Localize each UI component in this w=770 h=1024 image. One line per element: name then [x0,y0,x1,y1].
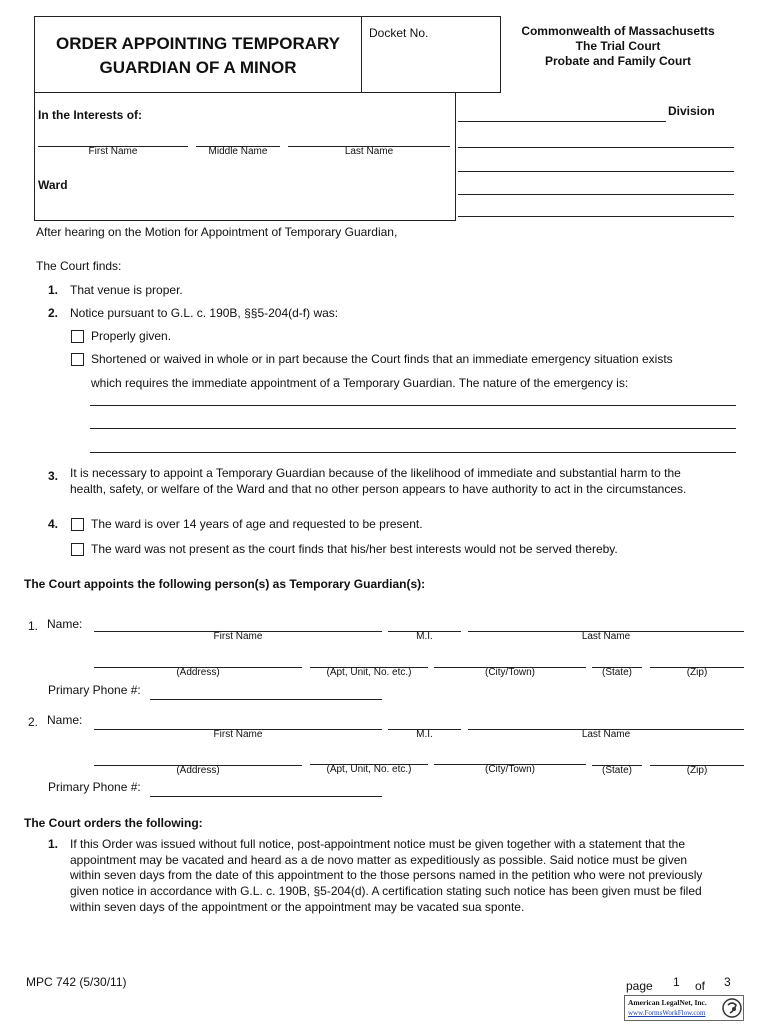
ward-over-14-checkbox[interactable] [71,518,84,531]
guardian2-first-name-caption: First Name [213,729,263,740]
guardian1-city-caption: (City/Town) [484,667,535,678]
ward-last-name-caption: Last Name [344,146,394,157]
form-title [34,32,362,80]
page-number: 1 [673,975,680,989]
emergency-line-1[interactable] [90,405,736,406]
guardian1-mi-caption: M.I. [416,631,433,642]
guardian2-zip-caption: (Zip) [686,765,708,776]
guardian1-last-name-caption: Last Name [581,631,631,642]
emergency-line-3[interactable] [90,452,736,453]
guardian2-phone-label: Primary Phone #: [48,780,141,794]
interests-label: In the Interests of: [38,108,143,122]
court-address-line-3[interactable] [458,194,734,195]
shortened-notice-label-cont: which requires the immediate appointment of a Temporary Guardian. The nature of the emergency is: [91,376,629,390]
guardian1-num: 1. [28,619,39,633]
finds-item1-num: 1. [48,283,59,297]
guardian1-phone-label: Primary Phone #: [48,683,141,697]
guardian2-last-name-caption: Last Name [581,729,631,740]
finds-item2-num: 2. [48,306,59,320]
court-address-line-4[interactable] [458,216,734,217]
orders-item1-line3: within seven days from the date of this appointment to the those persons named in the petition who were not previously [70,868,703,882]
finds-item3-line2: health, safety, or welfare of the Ward and that no other person appears to have authority to act in the circumstances. [70,482,687,496]
publisher-name: American LegalNet, Inc. [628,998,707,1007]
finds-item2: Notice pursuant to G.L. c. 190B, §§5-204(d-f) was: [70,306,339,320]
form-title-line1: ORDER APPOINTING TEMPORARY [56,34,340,53]
form-title-line2: GUARDIAN OF A MINOR [99,58,297,77]
finds-label: The Court finds: [36,259,122,273]
guardian2-num: 2. [28,715,39,729]
finds-item3-num: 3. [48,469,59,483]
finds-item1: That venue is proper. [70,283,183,297]
orders-item1-line2: appointment may be vacated and heard as a de novo matter as expeditiously as possible. Said notice must be given [70,853,688,867]
shortened-notice-label: Shortened or waived in whole or in part because the Court finds that an immediate emergency situation exists [91,352,673,366]
division-label: Division [668,104,715,118]
finds-item4-num: 4. [48,517,59,531]
emergency-line-2[interactable] [90,428,736,429]
publisher-logo-icon [722,997,742,1019]
proper-notice-checkbox[interactable] [71,330,84,343]
guardian1-first-name-caption: First Name [213,631,263,642]
docket-label: Docket No. [369,26,429,40]
guardian1-name-label: Name: [47,617,83,631]
total-pages: 3 [724,975,731,989]
court-line1: Commonwealth of Massachusetts [521,24,715,38]
of-label: of [695,979,706,993]
guardian2-city-caption: (City/Town) [484,764,535,775]
guardian1-state-caption: (State) [601,667,632,678]
ward-middle-name-caption: Middle Name [208,146,268,157]
guardian1-apt-caption: (Apt, Unit, No. etc.) [326,667,412,678]
guardian1-zip-caption: (Zip) [686,667,708,678]
guardian2-state-caption: (State) [601,765,632,776]
intro-text: After hearing on the Motion for Appointment of Temporary Guardian, [36,225,398,239]
page-label: page [626,979,653,993]
shortened-notice-checkbox[interactable] [71,353,84,366]
guardian2-apt-caption: (Apt, Unit, No. etc.) [326,764,412,775]
orders-heading: The Court orders the following: [24,816,203,830]
guardian1-phone-line[interactable] [150,699,382,700]
court-line2: The Trial Court [575,39,661,53]
orders-item1-line1: If this Order was issued without full notice, post-appointment notice must be given together with a statement that the [70,837,685,851]
ward-first-name-caption: First Name [88,146,138,157]
ward-over-14-label: The ward is over 14 years of age and requested to be present. [91,517,423,531]
ward-label: Ward [38,178,68,192]
ward-not-present-checkbox[interactable] [71,543,84,556]
court-name [500,24,736,69]
proper-notice-label: Properly given. [91,329,172,343]
court-line3: Probate and Family Court [544,54,692,68]
ward-not-present-label: The ward was not present as the court finds that his/her best interests would not be served thereby. [91,542,618,556]
division-line[interactable] [458,121,666,122]
finds-item3-line1: It is necessary to appoint a Temporary Guardian because of the likelihood of immediate and substantial harm to the [70,466,681,480]
orders-item1-num: 1. [48,837,59,851]
guardian2-address-caption: (Address) [176,765,220,776]
guardian2-name-label: Name: [47,713,83,727]
guardian2-mi-caption: M.I. [416,729,433,740]
orders-item1-line4: given notice in accordance with G.L. c. 190B, §5-204(d). A certification stating such notice has been given must be filed [70,884,702,898]
orders-item1-line5: within seven days of the appointment or the appointment may be vacated sua sponte. [70,900,525,914]
court-address-line-2[interactable] [458,171,734,172]
guardian1-address-caption: (Address) [176,667,220,678]
appoints-heading: The Court appoints the following person(s) as Temporary Guardian(s): [24,577,426,591]
guardian2-phone-line[interactable] [150,796,382,797]
court-address-line-1[interactable] [458,147,734,148]
publisher-url[interactable]: www.FormsWorkFlow.com [628,1009,706,1017]
form-id: MPC 742 (5/30/11) [26,975,127,989]
